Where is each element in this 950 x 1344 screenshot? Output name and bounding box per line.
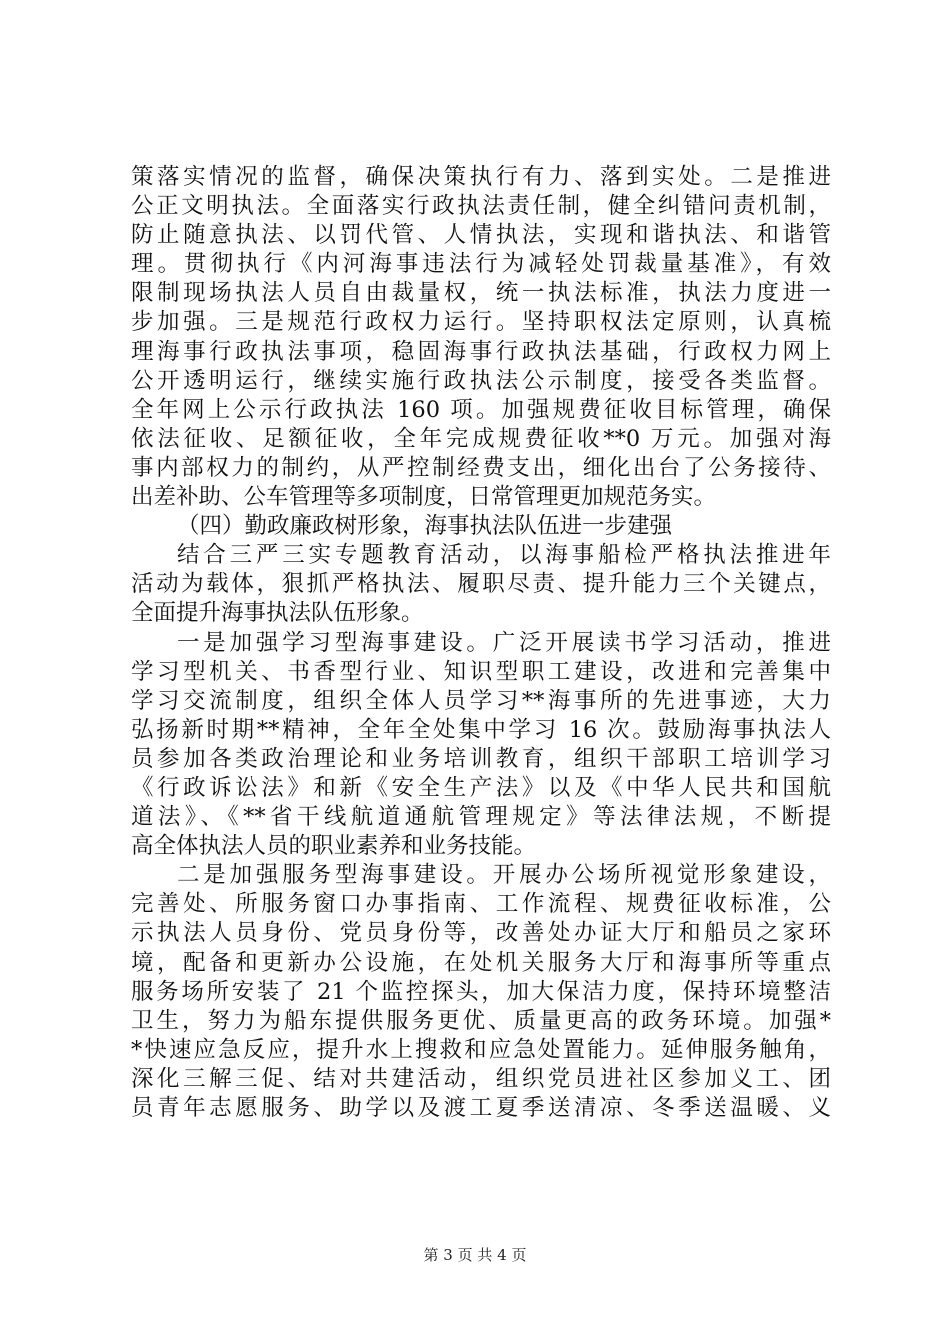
text-line: 公开透明运行，继续实施行政执法公示制度，接受各类监督。 xyxy=(131,367,831,394)
text-line: 全面提升海事执法队伍形象。 xyxy=(131,600,424,627)
text-line: 理。贯彻执行《内河海事违法行为减轻处罚裁量基准》，有效 xyxy=(131,251,831,278)
text-line: 活动为载体，狠抓严格执法、履职尽责、提升能力三个关键点， xyxy=(131,571,831,598)
body-text xyxy=(131,163,831,1123)
page-footer: 第 3 页 共 4 页 xyxy=(423,1246,527,1264)
text-line: 卫生，努力为船东提供服务更优、质量更高的政务环境。加强* xyxy=(131,1007,831,1034)
text-line: 道法》、《**省干线航道通航管理规定》等法律法规，不断提 xyxy=(131,804,831,831)
text-line: （四）勤政廉政树形象，海事执法队伍进一步建强 xyxy=(177,513,673,540)
text-line: 员参加各类政治理论和业务培训教育，组织干部职工培训学习 xyxy=(131,745,831,772)
text-line: 《行政诉讼法》和新《安全生产法》以及《中华人民共和国航 xyxy=(131,774,831,801)
text-line: 策落实情况的监督，确保决策执行有力、落到实处。二是推进 xyxy=(131,164,831,190)
text-line: 深化三解三促、结对共建活动，组织党员进社区参加义工、团 xyxy=(131,1065,831,1092)
text-line: 服务场所安装了 21 个监控探头，加大保洁力度，保持环境整洁 xyxy=(131,978,831,1005)
text-line: 防止随意执法、以罚代管、人情执法，实现和谐执法、和谐管 xyxy=(131,222,831,249)
text-line: 弘扬新时期**精神，全年全处集中学习 16 次。鼓励海事执法人 xyxy=(131,716,831,743)
text-line: 全年网上公示行政执法 160 项。加强规费征收目标管理，确保 xyxy=(131,396,831,423)
text-line: 境，配备和更新办公设施，在处机关服务大厅和海事所等重点 xyxy=(131,949,831,976)
text-line: 步加强。三是规范行政权力运行。坚持职权法定原则，认真梳 xyxy=(131,309,831,336)
text-line: 完善处、所服务窗口办事指南、工作流程、规费征收标准，公 xyxy=(131,891,831,918)
text-line: 一是加强学习型海事建设。广泛开展读书学习活动，推进 xyxy=(177,629,831,656)
text-line: 结合三严三实专题教育活动，以海事船检严格执法推进年 xyxy=(177,542,831,569)
text-line: 理海事行政执法事项，稳固海事行政执法基础，行政权力网上 xyxy=(131,338,831,365)
text-line: 公正文明执法。全面落实行政执法责任制，健全纠错问责机制， xyxy=(131,193,831,220)
text-line: 二是加强服务型海事建设。开展办公场所视觉形象建设， xyxy=(177,862,831,889)
text-line: 出差补助、公车管理等多项制度，日常管理更加规范务实。 xyxy=(131,484,717,511)
text-line: 依法征收、足额征收，全年完成规费征收**0 万元。加强对海 xyxy=(131,425,831,452)
text-line: 学习交流制度，组织全体人员学习**海事所的先进事迹，大力 xyxy=(131,687,831,714)
text-line: 学习型机关、书香型行业、知识型职工建设，改进和完善集中 xyxy=(131,658,831,685)
text-line: *快速应急反应，提升水上搜救和应急处置能力。延伸服务触角， xyxy=(131,1036,831,1063)
text-line: 员青年志愿服务、助学以及渡工夏季送清凉、冬季送温暖、义 xyxy=(131,1095,831,1121)
text-line: 限制现场执法人员自由裁量权，统一执法标准，执法力度进一 xyxy=(131,280,831,307)
text-line: 高全体执法人员的职业素养和业务技能。 xyxy=(131,833,537,860)
text-line: 事内部权力的制约，从严控制经费支出，细化出台了公务接待、 xyxy=(131,454,831,481)
text-line: 示执法人员身份、党员身份等，改善处办证大厅和船员之家环 xyxy=(131,920,831,947)
